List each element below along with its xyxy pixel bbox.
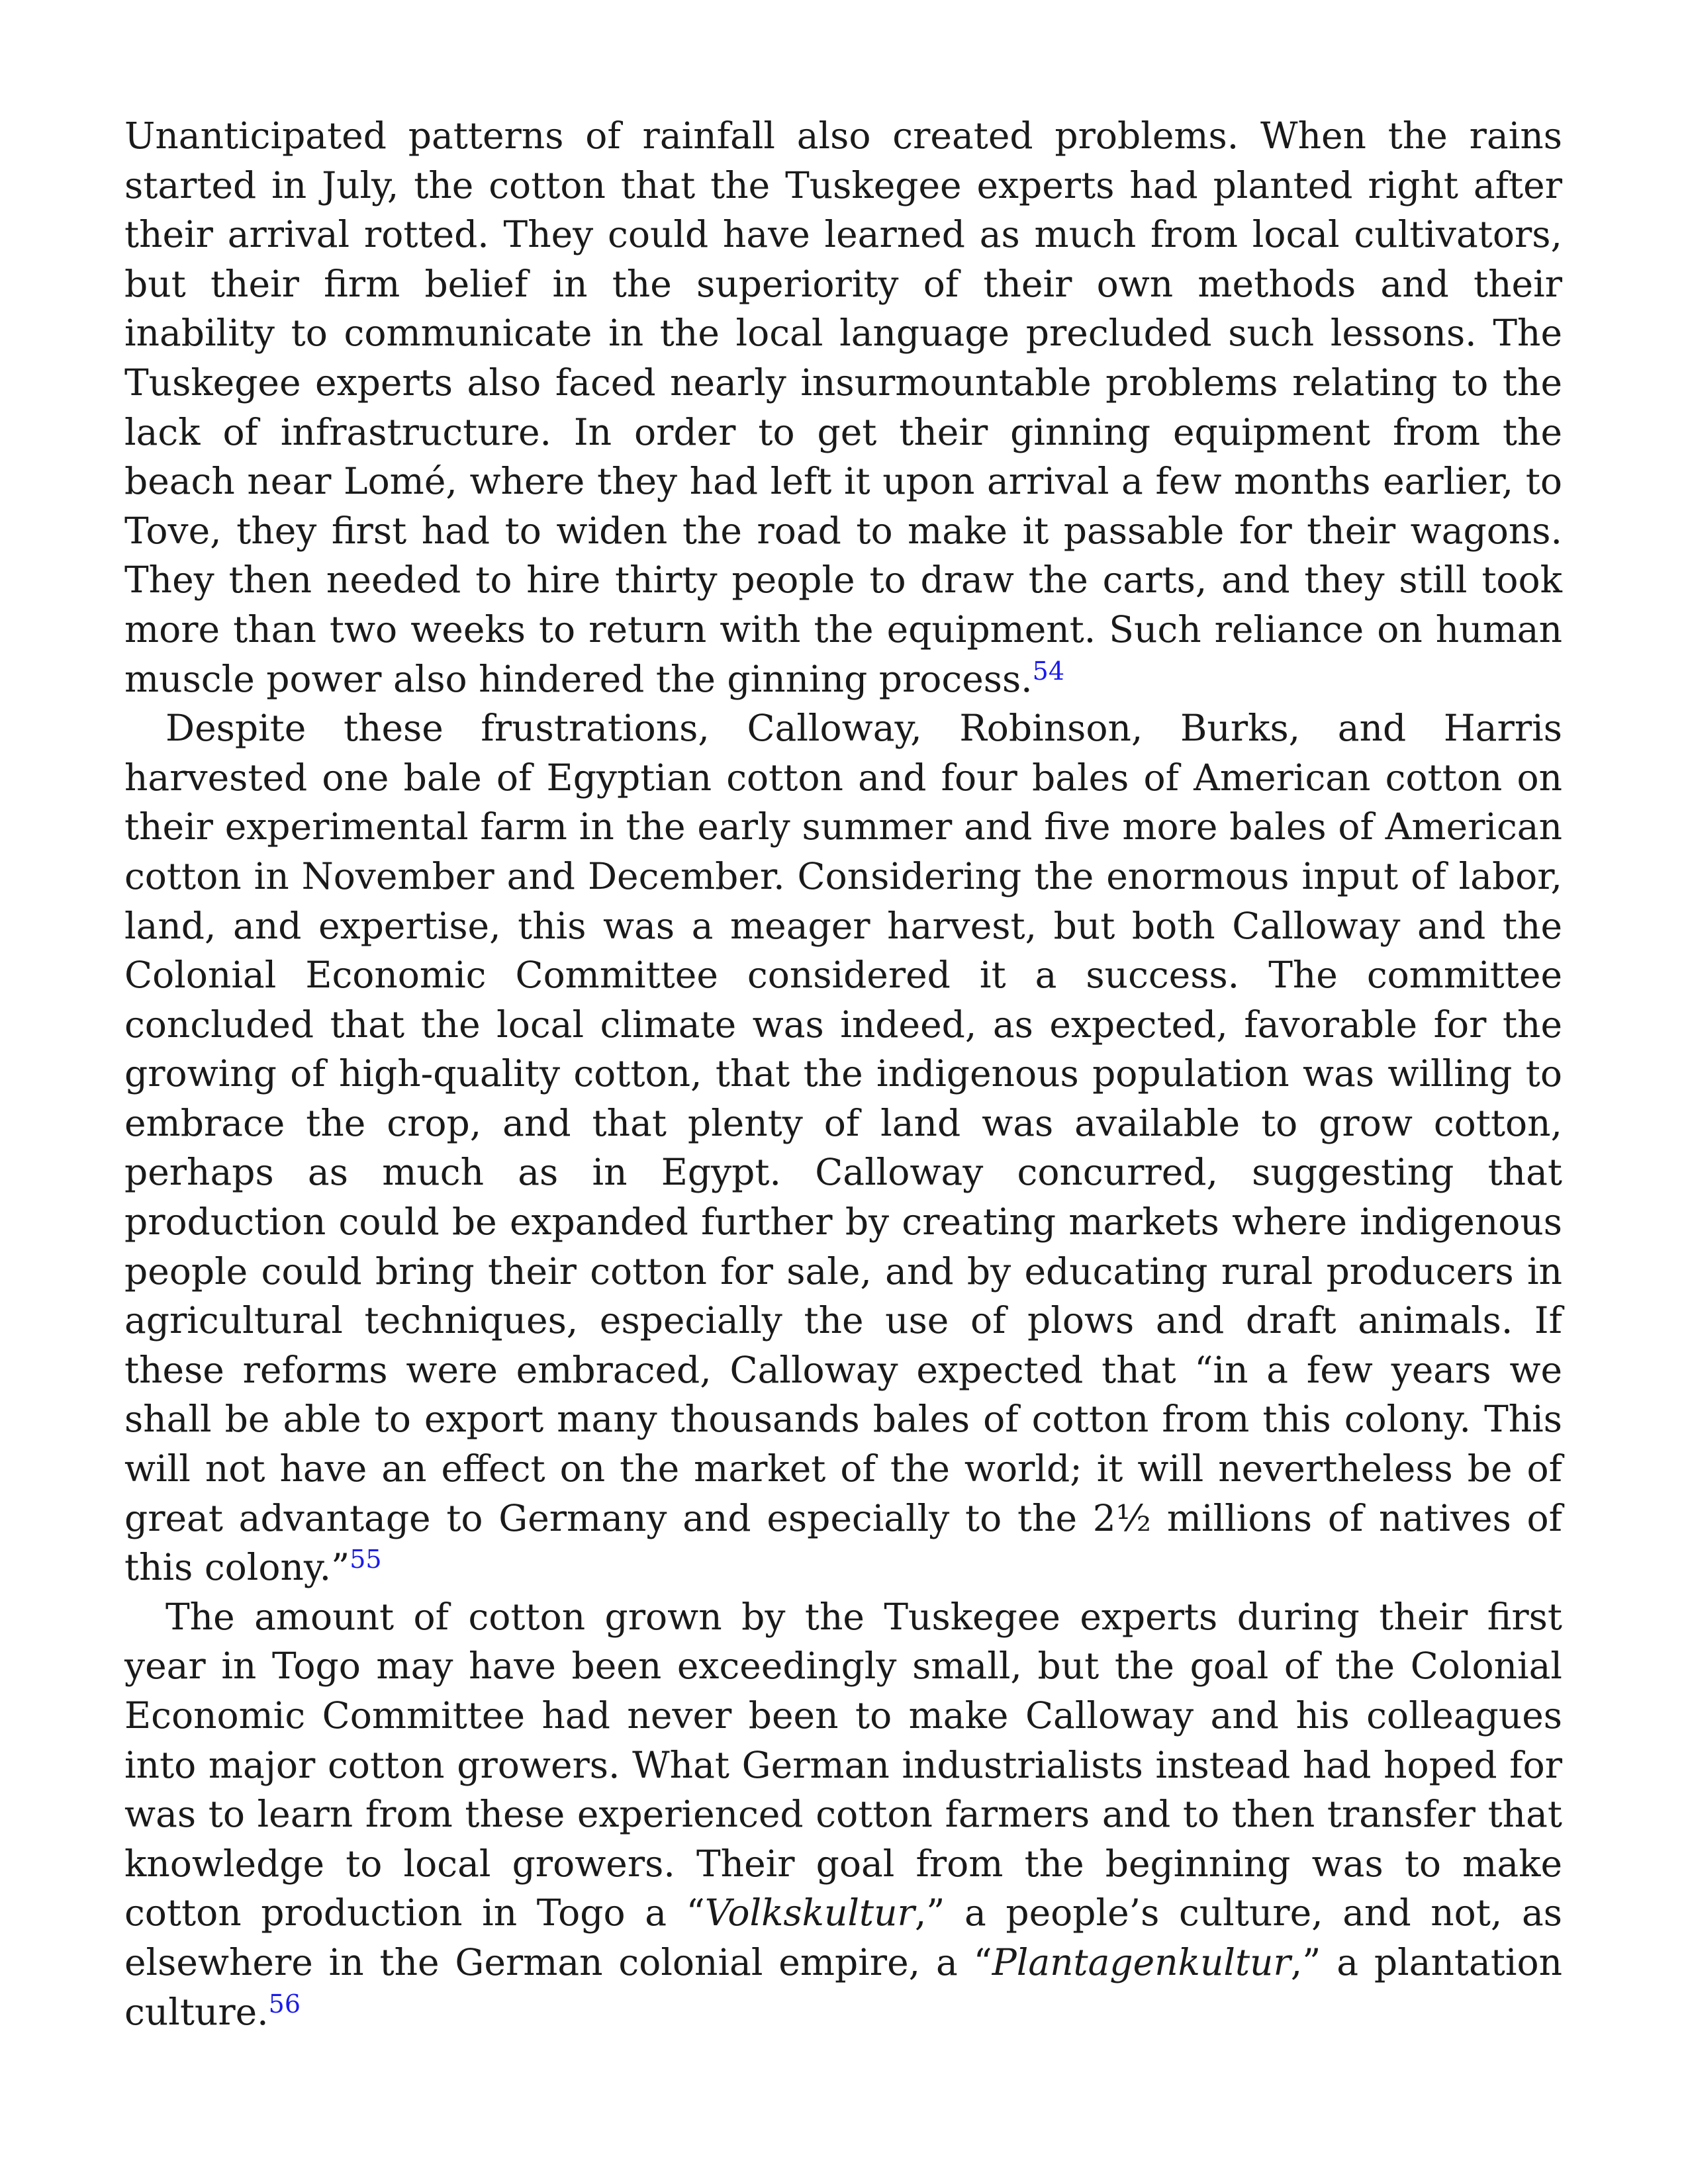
paragraph-text: The amount of cotton grown by the Tuskegee experts during their first year in Togo may have been exceedingly small, but the goal of the Colonial Economic Committee had never been to make Calloway and his colleagues into major cotton growers. What German industrialists instead had hoped for was to learn from these experienced cotton farmers and to then transfer that knowledge to local growers. Their goal from the beginning was to make cotton production in Togo a “ [124, 1595, 1562, 1934]
paragraph-volkskultur-goal [124, 1592, 1562, 2036]
italic-term-plantagenkultur: Plantagenkultur [992, 1940, 1291, 1983]
book-page-body [124, 111, 1562, 2036]
paragraph-text: Despite these frustrations, Calloway, Robinson, Burks, and Harris harvested one bale of Egyptian cotton and four bales of American cotton on their experimental farm in the early summer and five more bales of American cotton in November and December. Considering the enormous input of labor, land, and expertise, this was a meager harvest, but both Calloway and the Colonial Economic Committee considered it a success. The committee concluded that the local climate was indeed, as expected, favorable for the growing of high-quality cotton, that the indigenous population was willing to embrace the crop, and that plenty of land was available to grow cotton, perhaps as much as in Egypt. Calloway concurred, suggesting that production could be expanded further by creating markets where indigenous people could bring their cotton for sale, and by educating rural producers in agricultural techniques, especially the use of plows and draft animals. If these reforms were embraced, Calloway expected that “in a few years we shall be able to export many thousands bales of cotton from this colony. This will not have an effect on the market of the world; it will nevertheless be of great advantage to Germany and especially to the 2½ millions of natives of this colony.” [124, 707, 1562, 1589]
italic-term-volkskultur: Volkskultur [704, 1891, 915, 1934]
footnote-link-56[interactable]: 56 [268, 1989, 301, 2019]
paragraph-text: Unanticipated patterns of rainfall also created problems. When the rains started in July, the cotton that the Tuskegee experts had planted right after their arrival rotted. They could have learned as much from local cultivators, but their firm belief in the superiority of their own methods and their inability to communicate in the local language precluded such lessons. The Tuskegee experts also faced nearly insurmountable problems relating to the lack of infrastructure. In order to get their ginning equipment from the beach near Lomé, where they had left it upon arrival a few months earlier, to Tove, they first had to widen the road to make it passable for their wagons. They then needed to hire thirty people to draw the carts, and they still took more than two weeks to return with the equipment. Such reliance on human muscle power also hindered the ginning process. [124, 114, 1562, 700]
footnote-link-55[interactable]: 55 [350, 1545, 382, 1574]
paragraph-text: ,” a plantation culture. [124, 1940, 1563, 2033]
footnote-link-54[interactable]: 54 [1032, 656, 1065, 686]
paragraph-rainfall-problems [124, 111, 1562, 704]
paragraph-text: ,” a people’s culture, and not, as elsewhere in the German colonial empire, a “ [124, 1891, 1562, 1983]
paragraph-harvest-results [124, 704, 1562, 1592]
